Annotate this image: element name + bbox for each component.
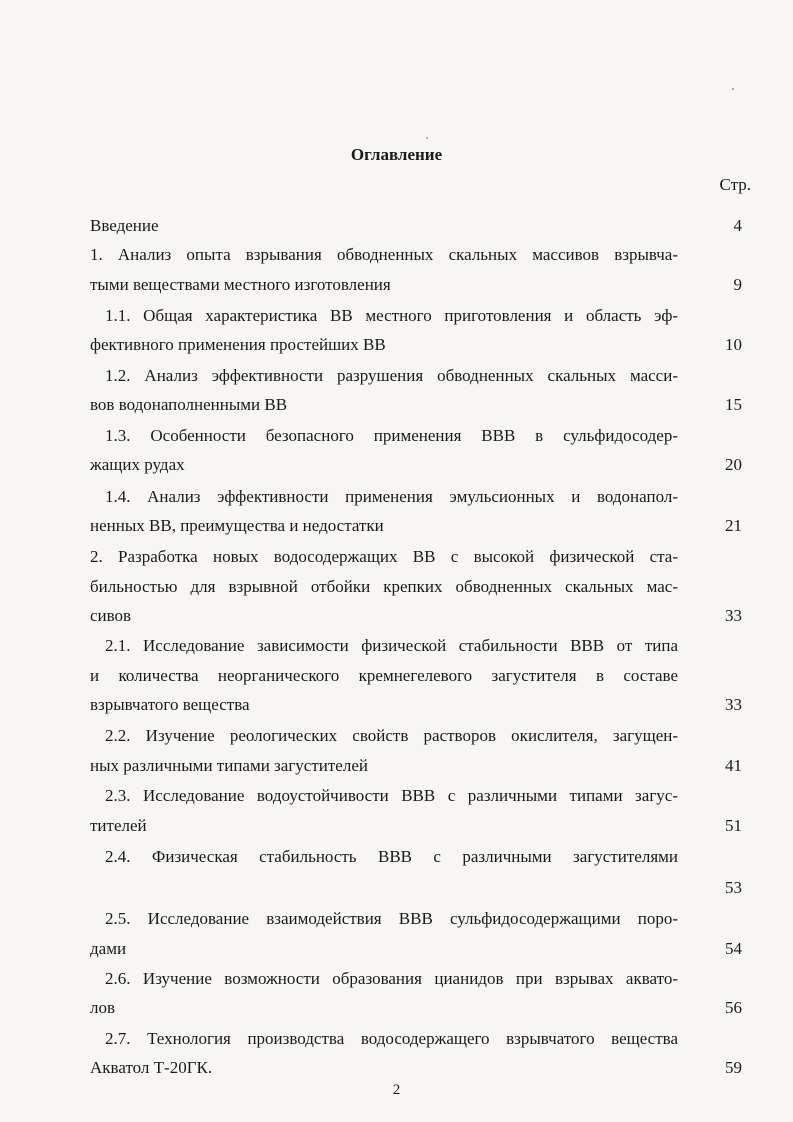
toc-entry-text: лов — [90, 998, 116, 1017]
toc-entry-text: ненных ВВ, преимущества и недостатки — [90, 516, 384, 535]
toc-page-number: 54 — [725, 939, 742, 958]
toc-page-number: 10 — [725, 335, 742, 354]
toc-page-number: 9 — [733, 275, 742, 294]
toc-entry-text: 2.4. Физическая стабильность ВВВ с различными загустителями — [105, 847, 678, 866]
toc-entry-text: сивов — [90, 606, 132, 625]
toc-entry-text: 1.3. Особенности безопасного применения ВВВ в сульфидосодер- — [105, 426, 678, 445]
toc-page-number: 21 — [725, 516, 742, 535]
toc-entry-text: 2.1. Исследование зависимости физической стабильности ВВВ от типа — [105, 636, 678, 655]
toc-page-number: 41 — [725, 756, 742, 775]
toc-entry-text: бильностью для взрывной отбойки крепких обводненных скальных мас- — [90, 577, 678, 596]
toc-entry-text: Акватол Т-20ГК. — [90, 1058, 213, 1077]
toc-entry-text: 1.1. Общая характеристика ВВ местного приготовления и область эф- — [105, 306, 678, 325]
toc-page-number: 56 — [725, 998, 742, 1017]
toc-entry-text: 1.2. Анализ эффективности разрушения обводненных скальных масси- — [105, 366, 678, 385]
toc-entry-text: фективного применения простейших ВВ — [90, 335, 386, 354]
toc-entry-text: 2.2. Изучение реологических свойств растворов окислителя, загущен- — [105, 726, 678, 745]
toc-page-number: 33 — [725, 695, 742, 714]
scan-speck — [732, 88, 734, 90]
toc-entry-text: взрывчатого вещества — [90, 695, 250, 714]
toc-entry-text: 2.7. Технология производства водосодержащего взрывчатого вещества — [105, 1029, 678, 1048]
toc-page-number: 20 — [725, 455, 742, 474]
toc-entry-text: Введение — [90, 216, 159, 235]
page-number: 2 — [392, 1082, 401, 1098]
toc-entry-text: ных различными типами загустителей — [90, 756, 368, 775]
toc-entry-text: 1.4. Анализ эффективности применения эмульсионных и водонапол- — [105, 487, 678, 506]
toc-entry-text: вов водонаполненными ВВ — [90, 395, 288, 414]
toc-entry-text: и количества неорганического кремнегелевого загустителя в составе — [90, 666, 678, 685]
toc-entry-text: 1. Анализ опыта взрывания обводненных скальных массивов взрывча- — [90, 245, 678, 264]
toc-page-number: 51 — [725, 816, 742, 835]
toc-entry-text: тыми веществами местного изготовления — [90, 275, 391, 294]
toc-entry-text: 2.3. Исследование водоустойчивости ВВВ с различными типами загус- — [105, 786, 678, 805]
toc-page-number: 4 — [733, 216, 742, 235]
toc-entry-text: тителей — [90, 816, 147, 835]
toc-page-number: 15 — [725, 395, 742, 414]
toc-entry-text: 2.5. Исследование взаимодействия ВВВ сульфидосодержащими поро- — [105, 909, 678, 928]
toc-page-number: 33 — [725, 606, 742, 625]
page-column-label: Стр. — [719, 175, 751, 194]
toc-page-number: 53 — [725, 878, 742, 897]
toc-entry-text: 2.6. Изучение возможности образования цианидов при взрывах аквато- — [105, 969, 678, 988]
page-title: Оглавление — [350, 145, 443, 164]
toc-entry-text: 2. Разработка новых водосодержащих ВВ с высокой физической ста- — [90, 547, 678, 566]
scan-speck — [426, 137, 428, 139]
toc-page-number: 59 — [725, 1058, 742, 1077]
toc-entry-text: жащих рудах — [90, 455, 185, 474]
toc-entry-text: дами — [90, 939, 127, 958]
